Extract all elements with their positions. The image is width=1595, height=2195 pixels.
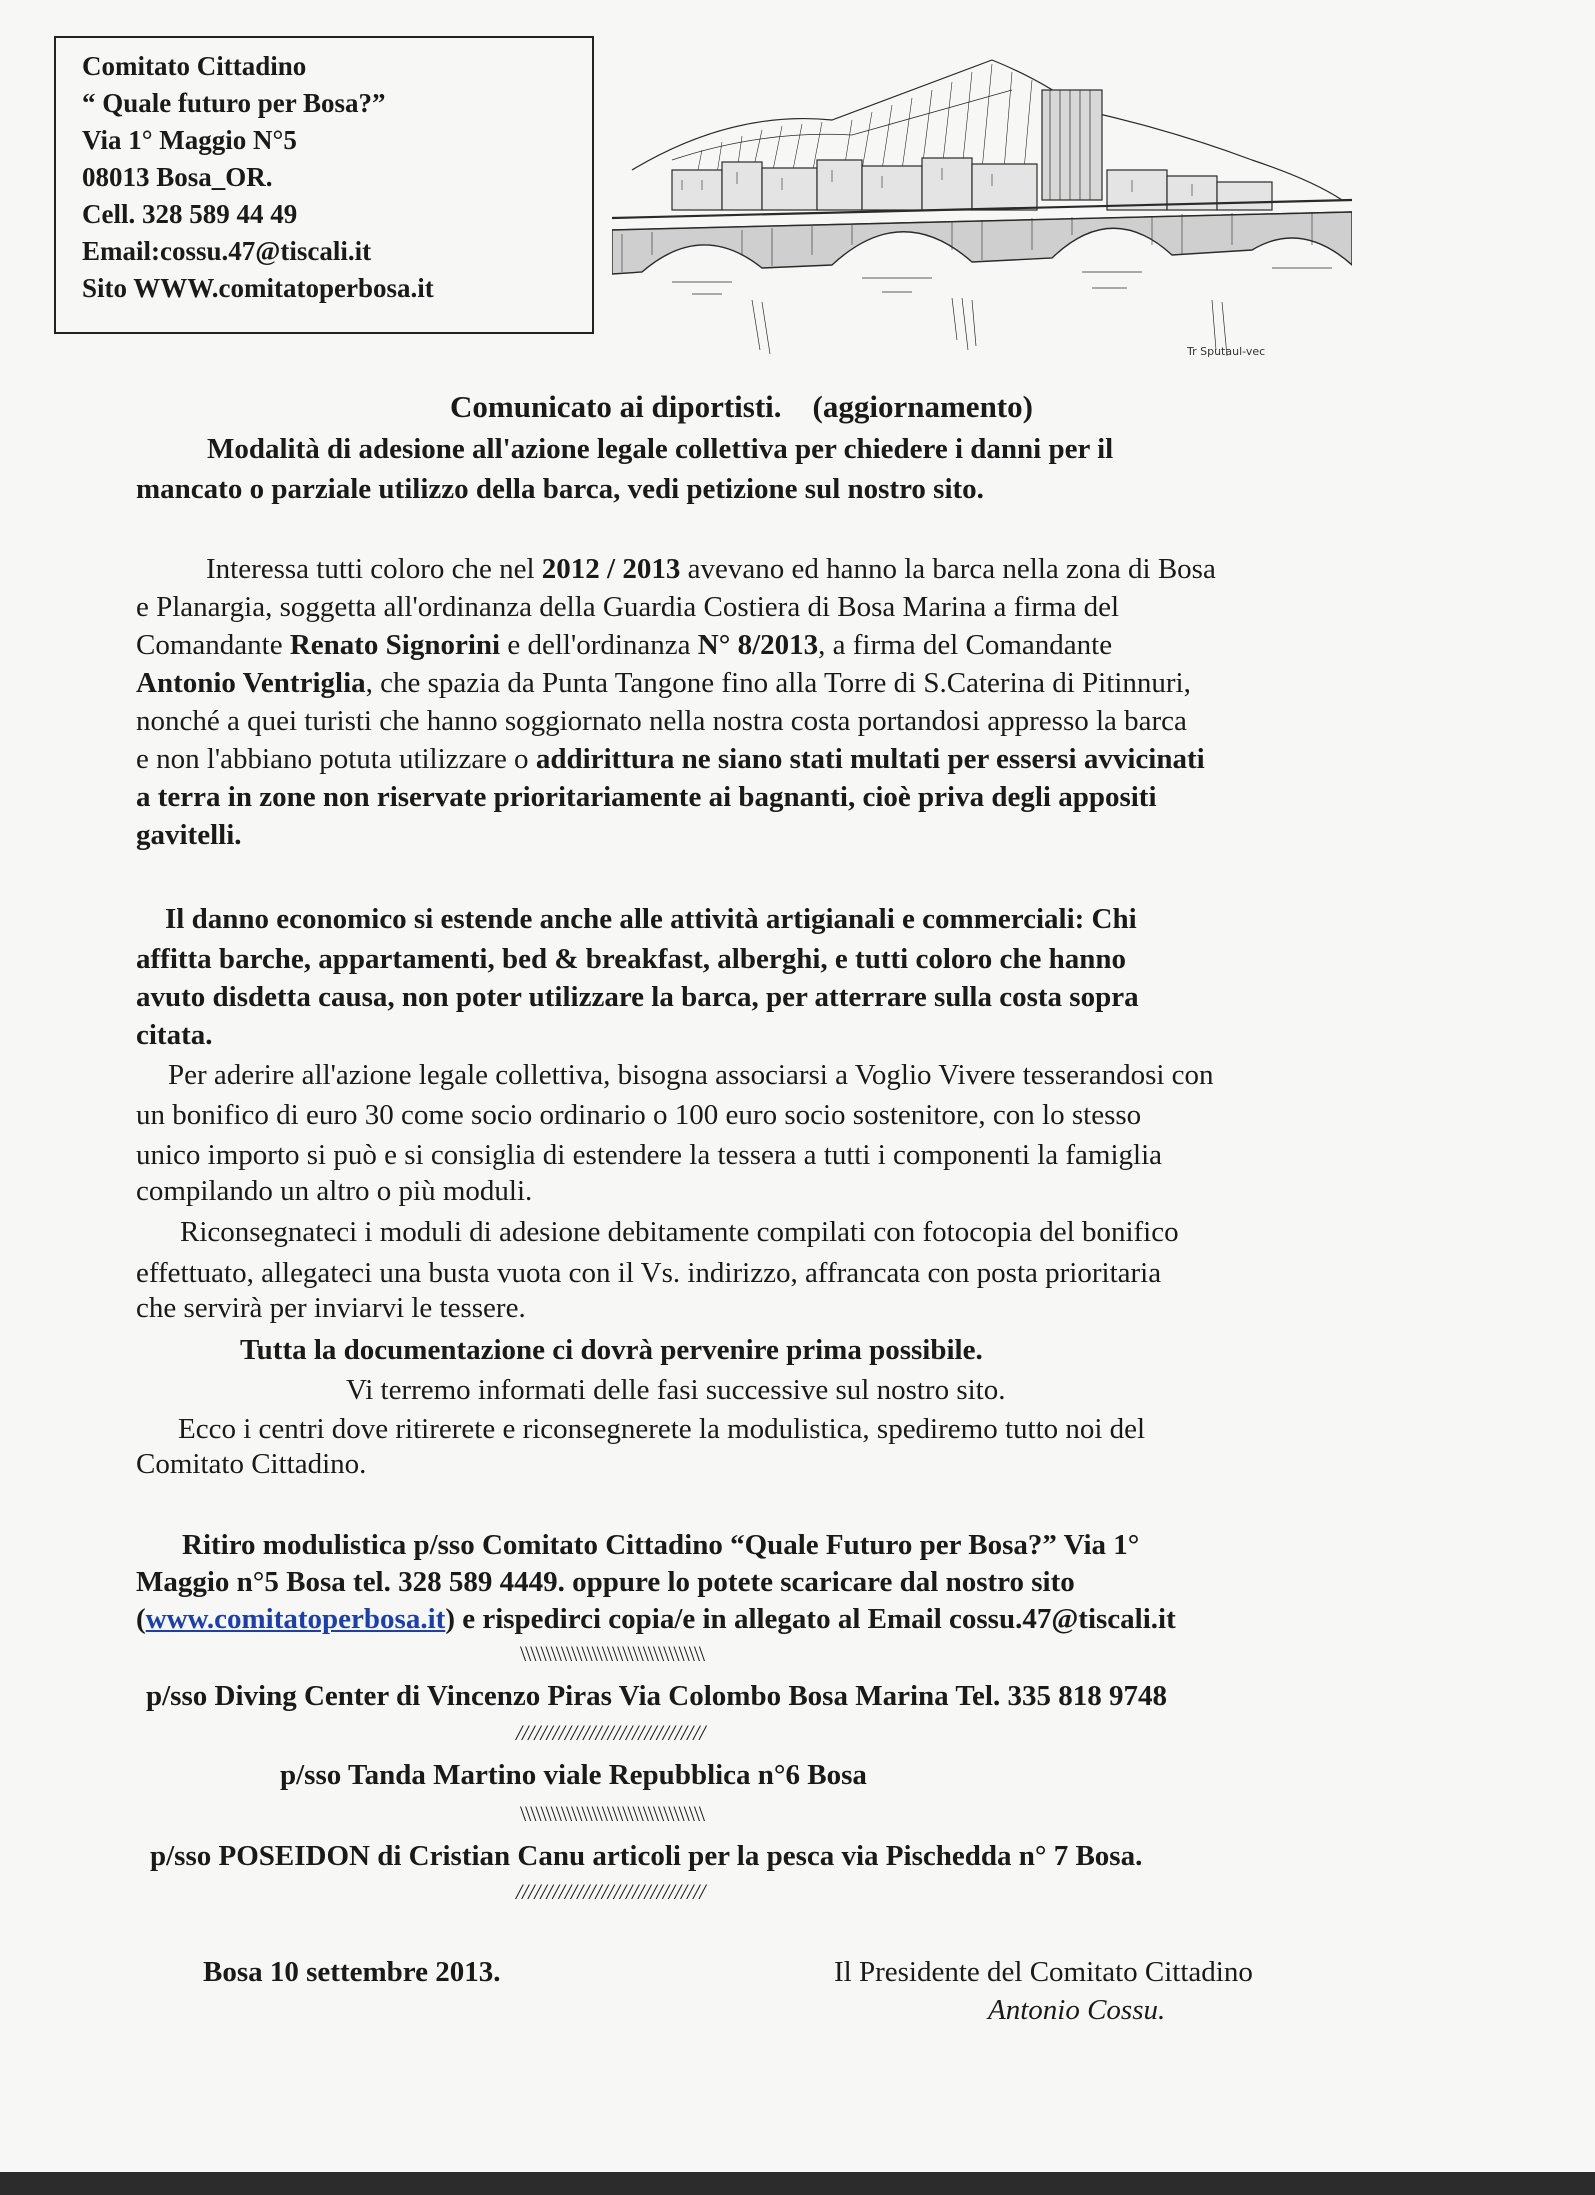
signatory-name: Antonio Cossu. [988,1994,1166,2026]
p4-line-1: Riconsegnateci i moduli di adesione debitamente compilati con fotocopia del bonifico [180,1216,1179,1248]
illustration-signature: Tr Sputaul-vec [1187,345,1266,358]
commander-name-1: Renato Signorini [289,629,501,661]
text-run: e non l'abbiano potuta utilizzare o [136,743,536,775]
p3-line-1: Per aderire all'azione legale collettiva, bisogna associarsi a Voglio Vivere tesserandosi con [168,1059,1214,1091]
p1-line-3 [136,627,1112,663]
p2-line-4: citata. [136,1019,213,1051]
commander-name-2: Antonio Ventriglia [136,667,366,699]
committee-name: Comitato Cittadino [82,51,307,81]
p3-line-4: compilando un altro o più moduli. [136,1175,533,1207]
informed-notice: Vi terremo informati delle fasi successive sul nostro sito. [346,1374,1006,1406]
p2-line-2: affitta barche, appartamenti, bed & breakfast, alberghi, e tutti coloro che hanno [136,943,1126,975]
bridge-illustration [612,50,1352,368]
centers-intro-line-2: Comitato Cittadino. [136,1448,367,1480]
p1-line-7: a terra in zone non riservate prioritariamente ai bagnanti, cioè priva degli appositi [136,781,1157,813]
p2-line-1: Il danno economico si estende anche alle attività artigianali e commerciali: Chi [165,903,1137,935]
p4-line-2: effettuato, allegateci una busta vuota con il Vs. indirizzo, affrancata con posta prioritaria [136,1257,1162,1289]
p3-line-2: un bonifico di euro 30 come socio ordinario o 100 euro socio sostenitore, con lo stesso [136,1099,1142,1131]
page-title [450,388,1033,426]
signatory-role: Il Presidente del Comitato Cittadino [834,1956,1253,1988]
separator-backslash: \\\\\\\\\\\\\\\\\\\\\\\\\\\\\\\\\\\\ [520,1801,705,1826]
p1-line-5: nonché a quei turisti che hanno soggiornato nella nostra costa portandosi appresso la barca [136,705,1187,737]
location-tanda-martino: p/sso Tanda Martino viale Repubblica n°6 Bosa [280,1759,867,1791]
p4-line-3: che servirà per inviarvi le tessere. [136,1292,526,1324]
text-run: Interessa tutti coloro che nel [206,553,542,585]
title-tag: (aggiornamento) [812,389,1033,424]
location-diving-center: p/sso Diving Center di Vincenzo Piras Via Colombo Bosa Marina Tel. 335 818 9748 [146,1680,1167,1712]
text-run: , che spazia da Punta Tangone fino alla Torre di S.Caterina di Pitinnuri, [365,667,1191,699]
text-run: Comandante [136,629,290,661]
title-main: Comunicato ai diportisti. [450,389,782,424]
subtitle-line-1: Modalità di adesione all'azione legale collettiva per chiedere i danni per il [207,433,1114,465]
committee-website: Sito WWW.comitatoperbosa.it [82,273,434,303]
committee-phone: Cell. 328 589 44 49 [82,199,298,229]
ordinance-number: N° 8/2013 [697,629,819,661]
p1-line-4 [136,665,1191,701]
website-link[interactable]: www.comitatoperbosa.it [145,1603,446,1635]
p1-line-1 [206,551,1216,587]
document-date: Bosa 10 settembre 2013. [203,1956,501,1988]
subtitle-line-2: mancato o parziale utilizzo della barca, vedi petizione sul nostro sito. [136,473,984,505]
centers-intro-line-1: Ecco i centri dove ritirerete e riconsegnerete la modulistica, spediremo tutto noi del [178,1413,1146,1445]
p1-line-8: gavitelli. [136,819,242,851]
text-run: e dell'ordinanza [500,629,698,661]
p2-line-3: avuto disdetta causa, non poter utilizzare la barca, per atterrare sulla costa sopra [136,981,1139,1013]
p1-line-2: e Planargia, soggetta all'ordinanza della Guardia Costiera di Bosa Marina a firma del [136,591,1120,623]
years-highlight: 2012 / 2013 [541,553,681,585]
committee-address: Via 1° Maggio N°5 [82,125,297,155]
pickup-line-1: Ritiro modulistica p/sso Comitato Cittadino “Quale Futuro per Bosa?” Via 1° [182,1529,1140,1561]
committee-city: 08013 Bosa_OR. [82,162,273,192]
separator-backslash: \\\\\\\\\\\\\\\\\\\\\\\\\\\\\\\\\\\\ [520,1641,705,1666]
separator-slash: /////////////////////////////// [516,1720,706,1745]
location-poseidon: p/sso POSEIDON di Cristian Canu articoli per la pesca via Pischedda n° 7 Bosa. [150,1840,1143,1872]
pickup-line-3 [136,1601,1176,1637]
pickup-line-2: Maggio n°5 Bosa tel. 328 589 4449. oppure lo potete scaricare dal nostro sito [136,1566,1075,1598]
contact-box [54,36,594,334]
text-run: ( [136,1603,146,1635]
text-run: avevano ed hanno la barca nella zona di Bosa [680,553,1216,585]
scan-edge [0,2172,1595,2195]
text-run-bold: addirittura ne siano stati multati per essersi avvicinati [535,743,1205,775]
text-run: , a firma del Comandante [818,629,1113,661]
deadline-notice: Tutta la documentazione ci dovrà pervenire prima possibile. [240,1334,983,1366]
committee-motto: “ Quale futuro per Bosa?” [82,88,386,118]
committee-email: Email:cossu.47@tiscali.it [82,236,372,266]
text-run: ) e rispedirci copia/e in allegato al Email cossu.47@tiscali.it [445,1603,1176,1635]
p3-line-3: unico importo si può e si consiglia di estendere la tessera a tutti i componenti la famiglia [136,1139,1163,1171]
separator-slash: /////////////////////////////// [516,1879,706,1904]
p1-line-6 [136,741,1205,777]
